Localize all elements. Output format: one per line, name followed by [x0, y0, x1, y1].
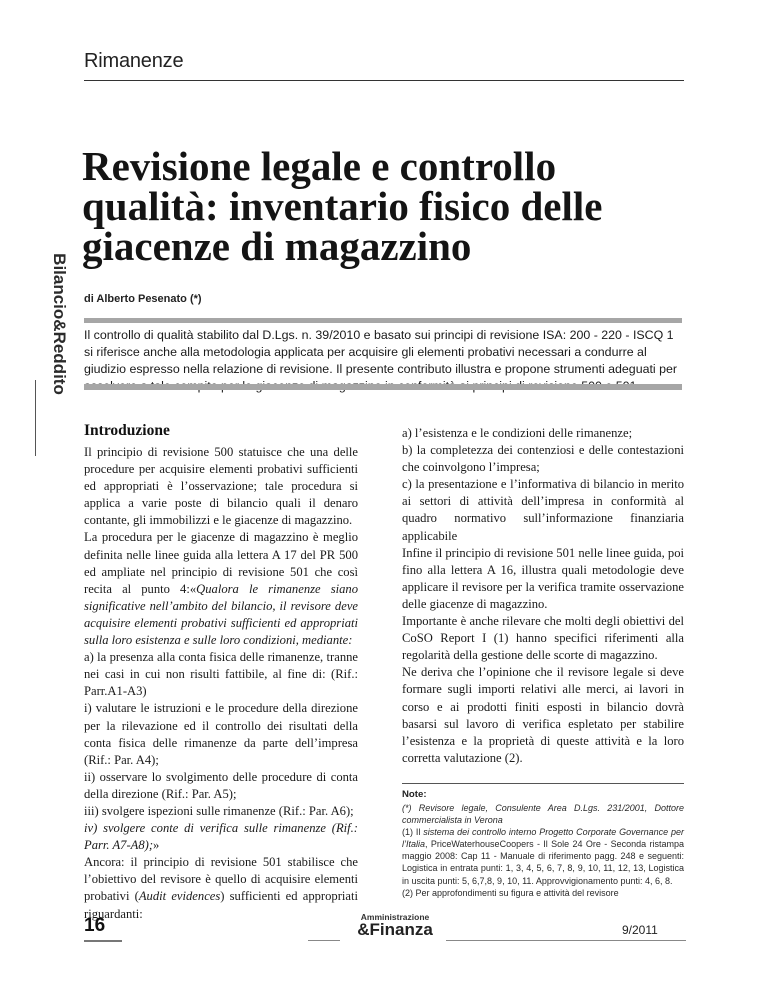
quote-list-item [84, 820, 358, 854]
footnote: (*) Revisore legale, Consulente Area D.Lgs. 231/2001, Dottore commercialista in Verona [402, 803, 684, 826]
section-divider [84, 80, 684, 81]
paragraph: Il principio di revisione 500 statuisce che una delle procedure per acquisire elementi probativi sufficienti ed appropriati è l’osservazione; tale procedura si applica a varie poste di bilancio quali il denaro contante, gli immobilizzi e le giacenze di magazzino. [84, 445, 358, 528]
paragraph-part: Ancora: il principio di revisione 501 stabilisce che l’obiettivo del revisore è quello di acquisire elementi probativi ( [84, 855, 358, 904]
side-divider [35, 380, 36, 456]
issue-number: 9/2011 [622, 923, 658, 937]
page-number: 16 [84, 915, 106, 936]
quote-list-item: i) valutare le istruzioni e le procedure della direzione per la rilevazione ed il controllo dei risultati della conta fisica delle rimanenze da parte dell’impresa (Rif.: Par. A4); [84, 701, 358, 767]
footnote [402, 826, 684, 886]
list-item: a) l’esistenza e le condizioni delle rimanenze; [402, 426, 633, 440]
footnote-part: , PriceWaterhouseCoopers - Il Sole 24 Ore - Seconda ristampa maggio 2008: Cap 11 - Manuale di riferimento pagg. 248 e seguenti: Logistica in entrata punti: 1, 3, 4, 5, 6, 7, 8, 9, 10, 11, 12, 13, Logistica in uscita punti: 5, 6,7,8, 9, 10, 11. Approvvigionamento punti: 4, 6, 8. [402, 839, 684, 886]
footer-divider [308, 940, 340, 941]
paragraph [84, 854, 358, 922]
paragraph-italic: Audit evidences [138, 889, 221, 904]
quote-close: » [153, 838, 160, 853]
quote-list-text: iv) svolgere conte di verifica sulle rimanenze (Rif.: Parr. A7-A8); [84, 821, 358, 853]
footer-divider [84, 940, 122, 942]
quote-intro: La procedura per le giacenze di magazzino è meglio definita nelle linee guida alla lettera A 17 del PR 500 ed ampliate nel principio di revisione 501 che così recita al punto 4:« [84, 530, 358, 596]
journal-logo-line1: Amministrazione [360, 912, 430, 922]
article-abstract: Il controllo di qualità stabilito dal D.Lgs. n. 39/2010 e basato sui principi di revisione ISA: 200 - 220 - ISCQ 1 si riferisce anche alla metodologia applicata per acquisire gli elementi probativi necessari a condurre al giudizio espresso nella relazione di revisione. Il presente contributo illustra e propone strumenti adeguati per [84, 328, 678, 376]
quote-list-item: iii) svolgere ispezioni sulle rimanenze (Rif.: Par. A6); [84, 803, 354, 818]
article-author: di Alberto Pesenato (*) [84, 293, 202, 305]
list-item: b) la completezza dei contenziosi e delle contestazioni che coinvolgono l’impresa; [402, 443, 684, 475]
footnote: (2) Per approfondimenti su figura e attività del revisore [402, 887, 619, 898]
abstract-bottom-bar [84, 384, 682, 390]
footer-divider [446, 940, 686, 941]
journal-logo [345, 912, 445, 938]
abstract-top-bar [84, 318, 682, 323]
footnote-italic: sistema dei controllo interno Progetto Corporate Governance per l’Italia [402, 827, 684, 850]
journal-logo-line2: &Finanza [357, 920, 433, 939]
quote-text: Qualora le rimanenze siano significative nell’ambito del bilancio, il revisore deve acquisire elementi probativi sufficienti ed appropriati sulla loro esistenza e sulle loro condizioni, mediante: [84, 581, 358, 648]
paragraph-part: ) sufficienti ed appropriati riguardanti: [84, 889, 359, 921]
side-brand-text: Bilancio&Reddito [50, 253, 70, 395]
paragraph-quote [84, 529, 358, 649]
quote-list-item: a) la presenza alla conta fisica delle rimanenze, tranne nei casi in cui non risulti fattibile, al fine di: (Rif.: Parr.A1-A3) [84, 650, 358, 699]
section-heading: Introduzione [84, 422, 170, 439]
paragraph: Ne deriva che l’opinione che il revisore legale si deve formare sugli importi relativi alle merci, ai lavori in corso e ai prodotti finiti esposti in bilancio dovrà basarsi sul lavoro di verifica espletato per stabilire l’esistenza e la proprietà di queste attività e la loro corretta valutazione (2). [402, 665, 684, 765]
footnote-part: (1) Il [402, 827, 424, 838]
column-right [402, 425, 684, 767]
side-brand-label [48, 253, 70, 395]
notes-title: Note: [402, 789, 427, 800]
article-title: Revisione legale e controllo qualità: inventario fisico delle giacenze di magazzino [82, 143, 603, 269]
paragraph: Infine il principio di revisione 501 nelle linee guida, poi fino alla lettera A 16, illustra quali metodologie deve applicare il revisore per la verifica tramite osservazione delle giacenze di magazzino. [402, 545, 684, 611]
section-label: Rimanenze [84, 50, 184, 72]
list-item: c) la presentazione e l’informativa di bilancio in merito ai settori di attività dell’impresa in conformità al quadro normativo sull’informazione finanziaria applicabile [402, 477, 684, 543]
column-left [84, 422, 358, 923]
footnotes [402, 802, 684, 899]
paragraph: Importante è anche rilevare che molti degli obiettivi del CoSO Report I (1) hanno specifici riferimenti alla regolarità della gestione delle scorte di magazzino. [402, 614, 684, 663]
quote-list-item: ii) osservare lo svolgimento delle procedure di conta della direzione (Rif.: Par. A5); [84, 769, 358, 801]
notes-divider [402, 783, 684, 784]
